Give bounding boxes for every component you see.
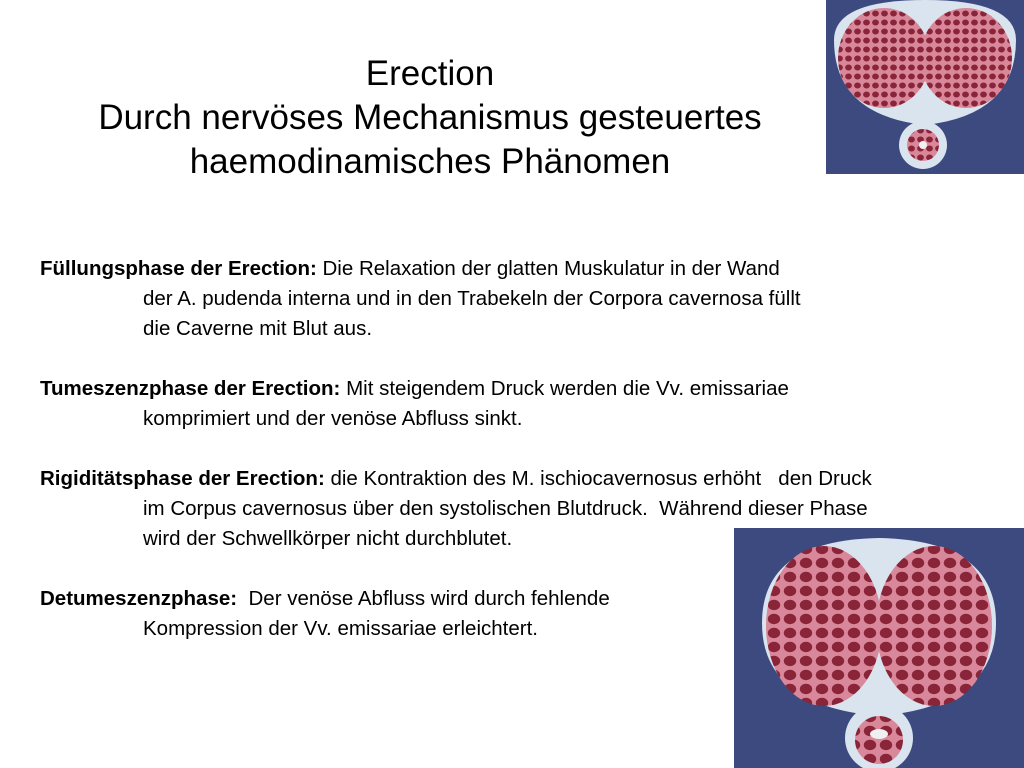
- paragraph-fuellungsphase: [40, 254, 980, 344]
- subtitle-line-2: haemodinamisches Phänomen: [189, 142, 671, 181]
- paragraph-heading: Tumeszenzphase der Erection:: [40, 377, 341, 400]
- paragraph-text: Mit steigendem Druck werden die Vv. emissariae: [340, 377, 789, 400]
- paragraph-tumeszenzphase: [40, 374, 980, 434]
- paragraph-text: Der venöse Abfluss wird durch fehlende: [237, 587, 610, 610]
- paragraph-line: wird der Schwellkörper nicht durchblutet.: [143, 527, 513, 550]
- paragraph-line: komprimiert und der venöse Abfluss sinkt.: [143, 407, 523, 430]
- paragraph-heading: Detumeszenzphase:: [40, 587, 238, 610]
- paragraph-line: die Caverne mit Blut aus.: [143, 317, 373, 340]
- paragraph-line: Kompression der Vv. emissariae erleichtert.: [143, 617, 538, 640]
- paragraph-heading: Füllungsphase der Erection:: [40, 257, 317, 280]
- paragraph-text: die Kontraktion des M. ischiocavernosus erhöht den Druck: [324, 467, 872, 490]
- paragraph-line: der A. pudenda interna und in den Trabekeln der Corpora cavernosa füllt: [143, 287, 801, 310]
- paragraph-line: im Corpus cavernosus über den systolischen Blutdruck. Während dieser Phase: [143, 497, 868, 520]
- paragraph-text: Die Relaxation der glatten Muskulatur in der Wand: [316, 257, 780, 280]
- paragraph-heading: Rigiditätsphase der Erection:: [40, 467, 325, 490]
- cross-section-image-large: [734, 528, 1024, 768]
- subtitle-line-1: Durch nervöses Mechanismus gesteuertes: [98, 98, 762, 137]
- cross-section-image-small: [826, 0, 1024, 174]
- slide-title: [0, 52, 860, 184]
- title-main: Erection: [365, 54, 495, 93]
